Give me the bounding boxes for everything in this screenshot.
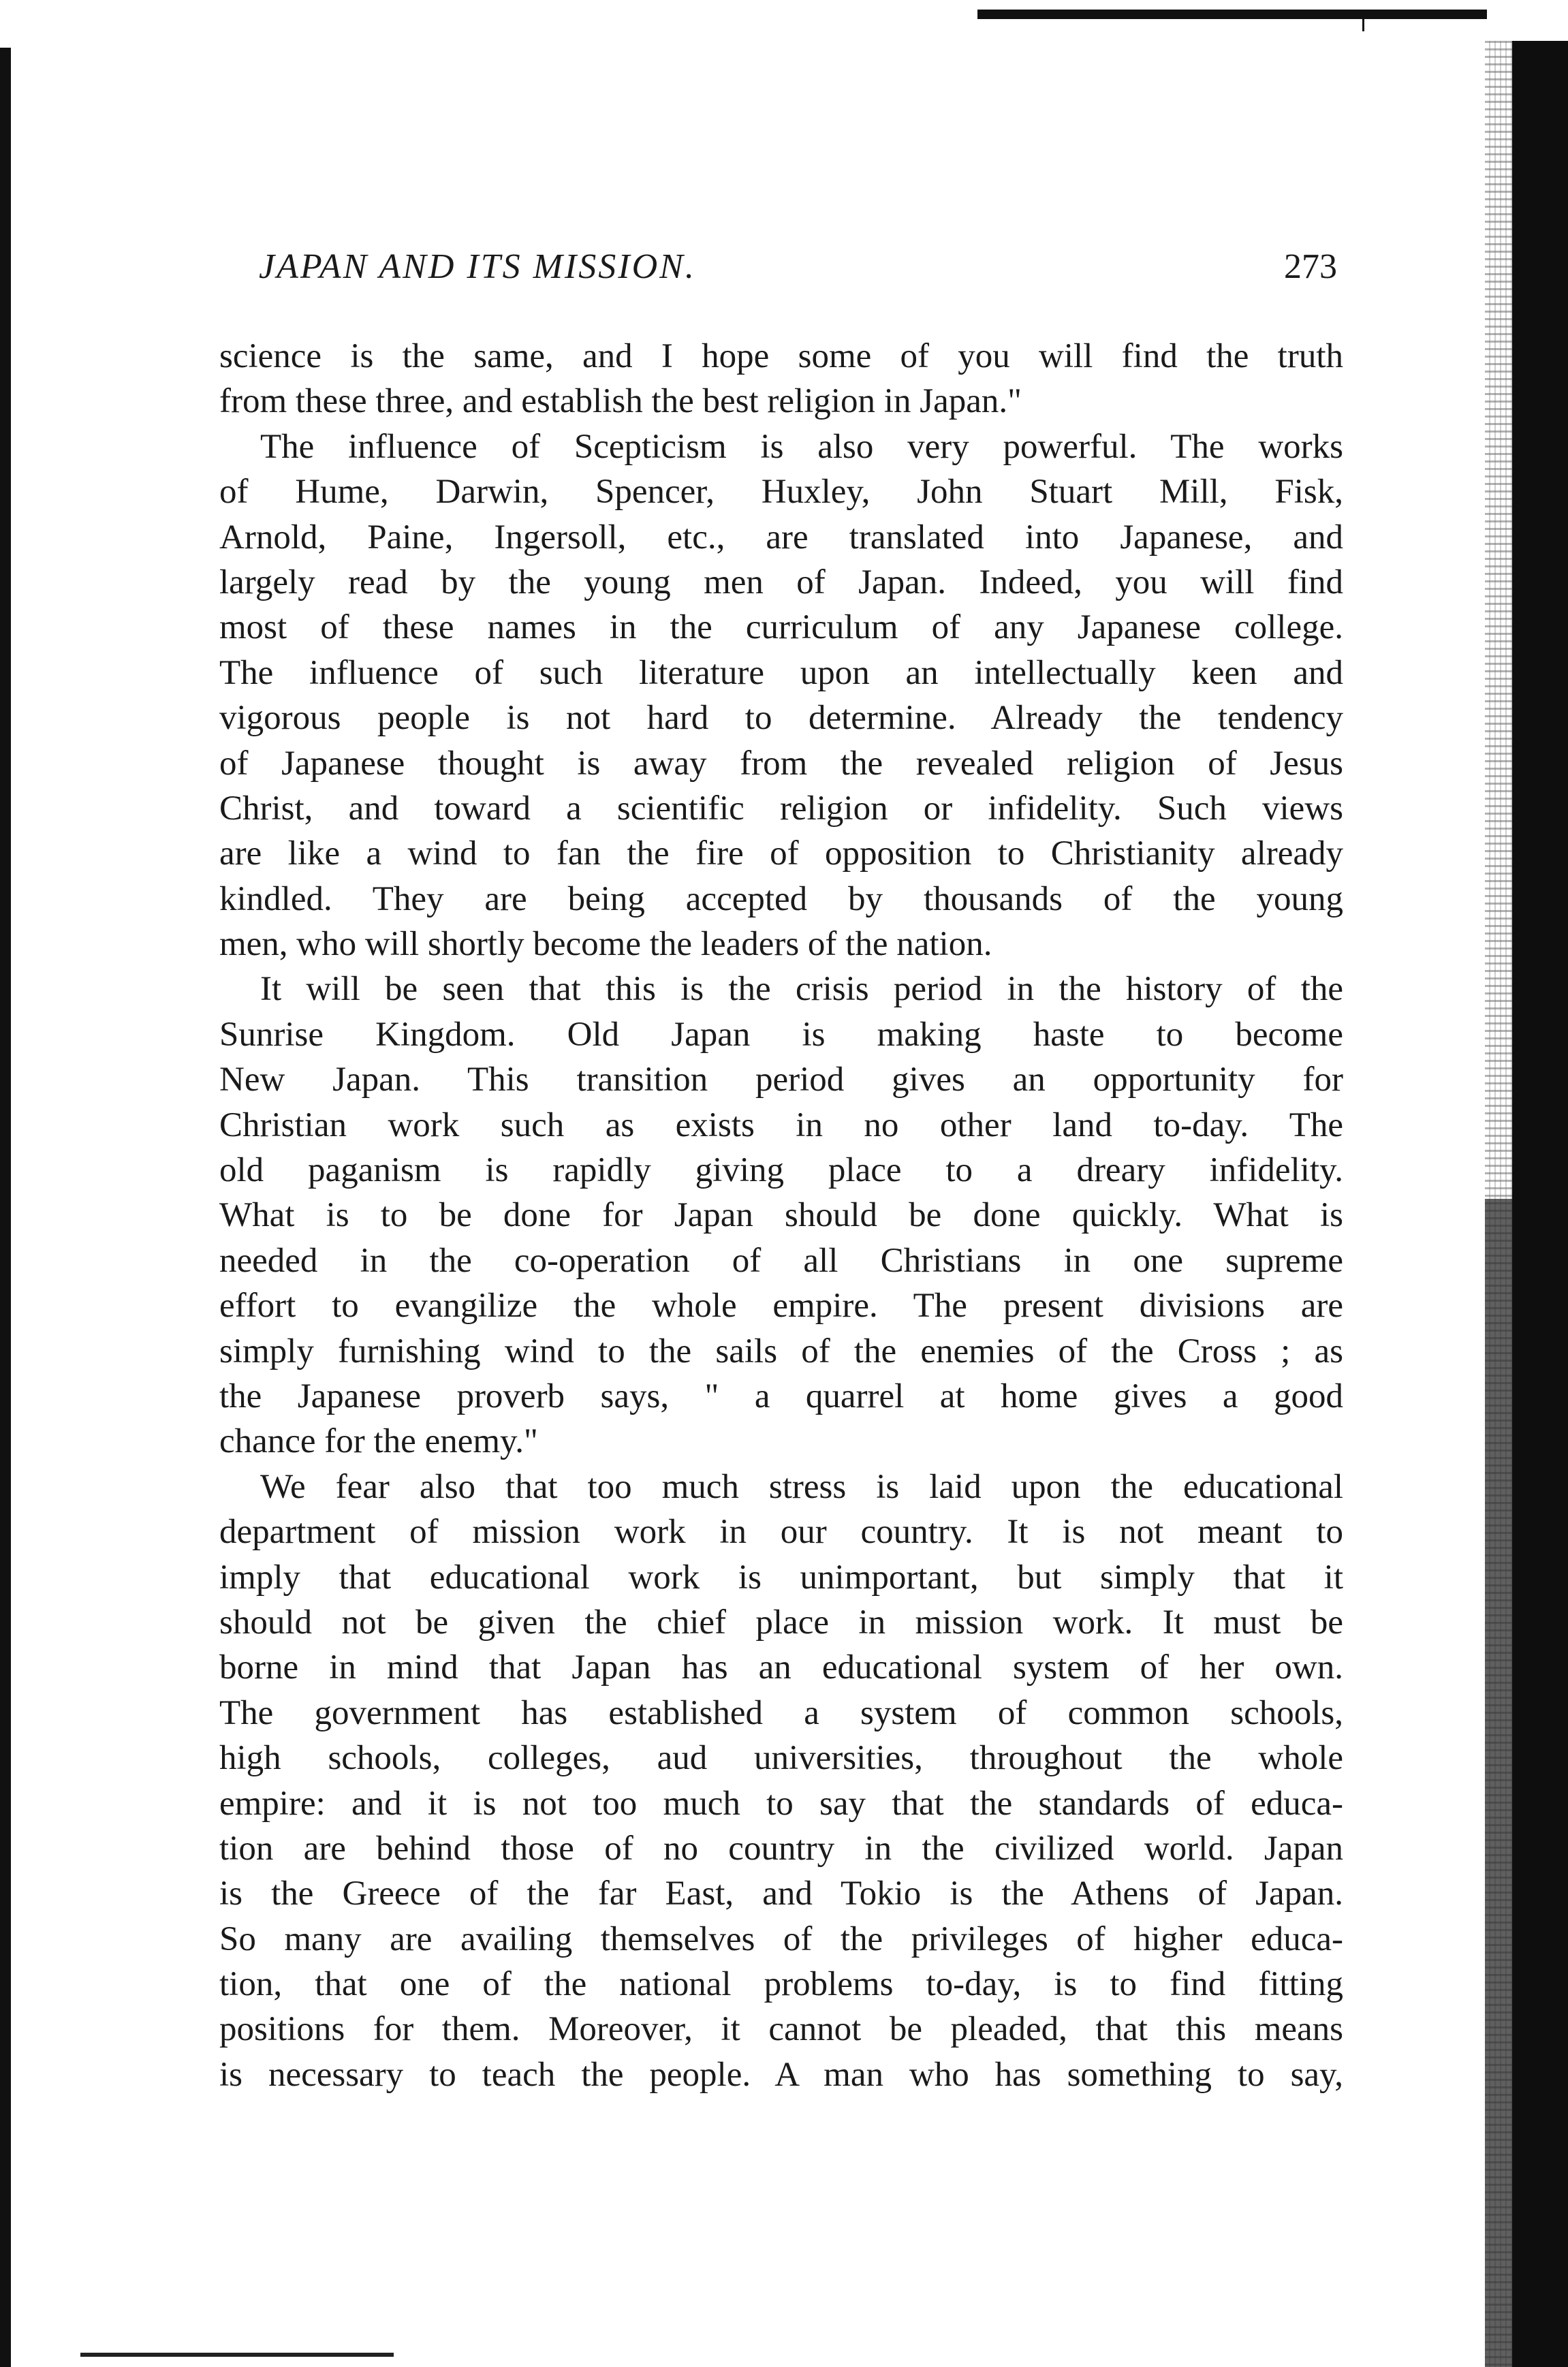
text-line: Christ, and toward a scientific religion or infidelity. Such views bbox=[219, 789, 1343, 828]
text-line: largely read by the young men of Japan. Indeed, you will find bbox=[219, 563, 1343, 601]
scan-bottom-edge-rule bbox=[80, 2353, 394, 2357]
text-line: positions for them. Moreover, it cannot be pleaded, that this means bbox=[219, 2010, 1343, 2049]
text-line: most of these names in the curriculum of any Japanese college. bbox=[219, 608, 1343, 647]
text-line: The government has established a system of common schools, bbox=[219, 1693, 1343, 1732]
text-line: kindled. They are being accepted by thousands of the young bbox=[219, 879, 1343, 918]
scan-top-edge-tick bbox=[1362, 19, 1364, 31]
text-line: old paganism is rapidly giving place to a dreary infidelity. bbox=[219, 1151, 1343, 1190]
running-title: JAPAN AND ITS MISSION. bbox=[259, 247, 696, 286]
text-line: is the Greece of the far East, and Tokio is the Athens of Japan. bbox=[219, 1875, 1343, 1913]
text-line: is necessary to teach the people. A man who has something to say, bbox=[219, 2055, 1343, 2094]
scan-top-edge-rule bbox=[977, 10, 1487, 19]
running-head bbox=[259, 247, 1349, 301]
text-line: tion, that one of the national problems to-day, is to find fitting bbox=[219, 1965, 1343, 2004]
text-line: The influence of Scepticism is also very powerful. The works bbox=[260, 427, 1343, 466]
text-line: department of mission work in our country. It is not meant to bbox=[219, 1513, 1343, 1552]
text-line: should not be given the chief place in mission work. It must be bbox=[219, 1603, 1343, 1642]
text-line: borne in mind that Japan has an educational system of her own. bbox=[219, 1648, 1343, 1687]
text-line: empire: and it is not too much to say that the standards of educa- bbox=[219, 1784, 1343, 1823]
text-line: science is the same, and I hope some of you will find the truth bbox=[219, 337, 1343, 375]
text-line: We fear also that too much stress is laid upon the educational bbox=[260, 1467, 1343, 1506]
text-line: vigorous people is not hard to determine. Already the tendency bbox=[219, 699, 1343, 738]
text-line: Sunrise Kingdom. Old Japan is making haste to become bbox=[219, 1015, 1343, 1054]
text-line: Arnold, Paine, Ingersoll, etc., are translated into Japanese, and bbox=[219, 518, 1343, 557]
scan-right-edge-speckle-lower bbox=[1485, 1199, 1512, 2367]
text-line: the Japanese proverb says, " a quarrel at home gives a good bbox=[219, 1377, 1343, 1415]
text-line: from these three, and establish the best religion in Japan." bbox=[219, 382, 1022, 421]
text-line: men, who will shortly become the leaders of the nation. bbox=[219, 925, 992, 964]
text-line: of Japanese thought is away from the revealed religion of Jesus bbox=[219, 744, 1343, 783]
text-line: imply that educational work is unimportant, but simply that it bbox=[219, 1558, 1343, 1597]
text-line: chance for the enemy." bbox=[219, 1422, 538, 1461]
text-line: of Hume, Darwin, Spencer, Huxley, John Stuart Mill, Fisk, bbox=[219, 473, 1343, 512]
text-line: Christian work such as exists in no other land to-day. The bbox=[219, 1106, 1343, 1144]
scan-right-edge-shadow bbox=[1485, 41, 1568, 2367]
page-number: 273 bbox=[1284, 247, 1337, 286]
text-line: effort to evangilize the whole empire. The present divisions are bbox=[219, 1287, 1343, 1326]
text-line: needed in the co-operation of all Christians in one supreme bbox=[219, 1241, 1343, 1280]
text-line: So many are availing themselves of the privileges of higher educa- bbox=[219, 1919, 1343, 1958]
scan-right-edge-solid bbox=[1512, 41, 1568, 2367]
text-line: New Japan. This transition period gives an opportunity for bbox=[219, 1061, 1343, 1099]
text-line: The influence of such literature upon an intellectually keen and bbox=[219, 653, 1343, 692]
text-line: are like a wind to fan the fire of opposition to Christianity already bbox=[219, 834, 1343, 873]
text-line: It will be seen that this is the crisis period in the history of the bbox=[260, 970, 1343, 1009]
text-line: tion are behind those of no country in the civilized world. Japan bbox=[219, 1829, 1343, 1868]
text-line: simply furnishing wind to the sails of the enemies of the Cross ; as bbox=[219, 1332, 1343, 1370]
body-text bbox=[219, 334, 1343, 2097]
text-line: What is to be done for Japan should be done quickly. What is bbox=[219, 1196, 1343, 1235]
text-line: high schools, colleges, aud universities, throughout the whole bbox=[219, 1739, 1343, 1778]
scan-left-edge-shadow bbox=[0, 48, 11, 2367]
